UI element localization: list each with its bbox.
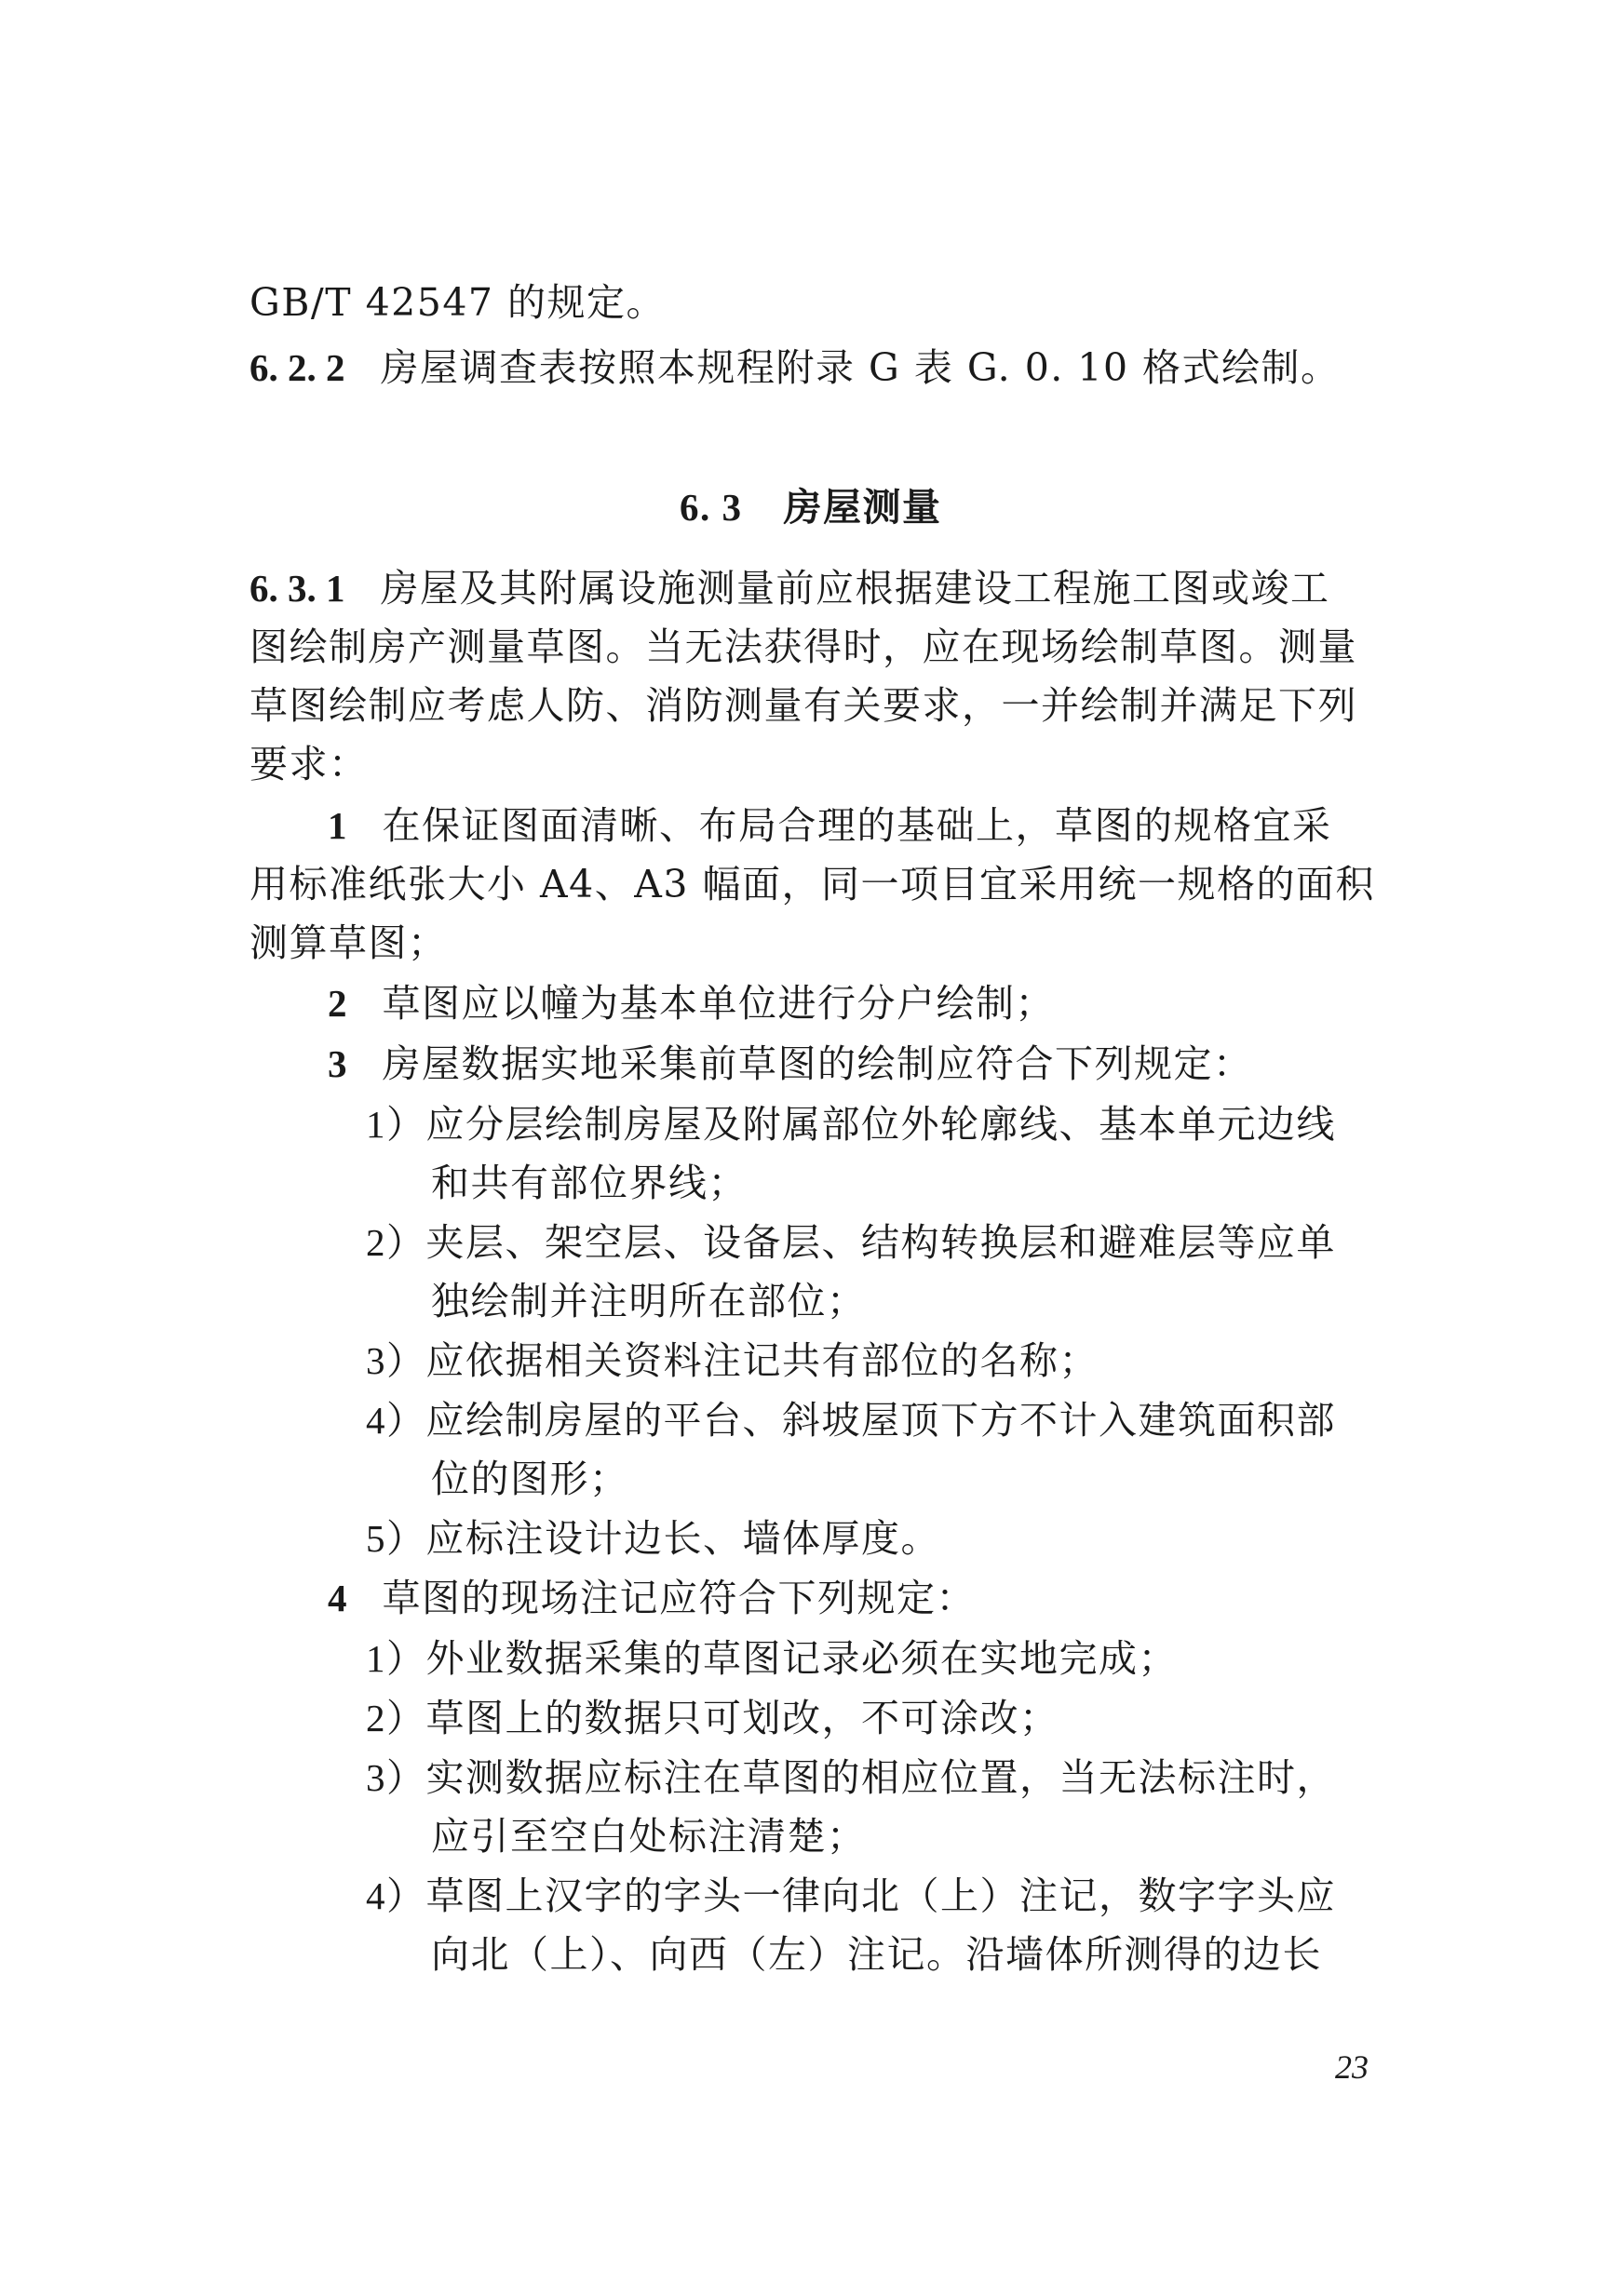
item-number: 2	[328, 982, 347, 1025]
item-2	[328, 980, 1055, 1027]
item-3-sub-4-line-2	[431, 1456, 629, 1502]
item-3-sub-3	[366, 1337, 1099, 1384]
item-text: 房屋数据实地采集前草图的绘制应符合下列规定：	[382, 1041, 1253, 1086]
sub-item-text: 应依据相关资料注记共有部位的名称；	[425, 1338, 1099, 1383]
sub-item-text: 外业数据采集的草图记录必须在实地完成；	[425, 1636, 1178, 1681]
section-heading	[680, 484, 942, 530]
clause-6-2-2	[250, 344, 1341, 391]
clause-6-3-1-line-3	[250, 682, 1357, 729]
sub-item-number: 1）	[366, 1103, 426, 1146]
sub-item-number: 3）	[366, 1339, 426, 1382]
item-4-sub-1	[366, 1635, 1178, 1682]
item-text: 用标准纸张大小 A4、A3 幅面，同一项目宜采用统一规格的面积	[250, 862, 1375, 906]
item-3-sub-2-line-1	[366, 1219, 1336, 1266]
item-4	[328, 1575, 976, 1621]
clause-6-3-1-line-2	[250, 624, 1357, 670]
item-3-sub-2-line-2	[431, 1278, 867, 1324]
sub-item-text: 独绘制并注明所在部位；	[431, 1279, 867, 1323]
sub-item-number: 2）	[366, 1221, 426, 1264]
section-number: 6. 3	[680, 486, 743, 529]
sub-item-text: 实测数据应标注在草图的相应位置，当无法标注时，	[425, 1755, 1336, 1800]
clause-text: 要求：	[250, 742, 369, 786]
item-text: 测算草图；	[250, 920, 448, 965]
item-3-sub-5	[366, 1515, 940, 1562]
sub-item-text: 应分层绘制房屋及附属部位外轮廓线、基本单元边线	[425, 1102, 1336, 1147]
item-number: 4	[328, 1577, 347, 1619]
item-3-sub-1-line-1	[366, 1101, 1336, 1148]
sub-item-number: 4）	[366, 1399, 426, 1442]
sub-item-number: 3）	[366, 1756, 426, 1799]
clause-number: 6. 2. 2	[250, 346, 345, 389]
item-1-line-1	[328, 802, 1332, 849]
item-text: 草图的现场注记应符合下列规定：	[382, 1576, 976, 1620]
sub-item-text: 位的图形；	[431, 1457, 629, 1501]
sub-item-text: 向北（上）、向西（左）注记。沿墙体所测得的边长	[431, 1932, 1322, 1977]
item-4-sub-3-line-2	[431, 1813, 867, 1860]
sub-item-text: 草图上汉字的字头一律向北（上）注记，数字字头应	[425, 1873, 1336, 1918]
item-3-sub-1-line-2	[431, 1160, 748, 1206]
sub-item-number: 2）	[366, 1697, 426, 1739]
sub-item-text: 应标注设计边长、墙体厚度。	[425, 1516, 940, 1561]
clause-text: 草图绘制应考虑人防、消防测量有关要求，一并绘制并满足下列	[250, 683, 1357, 728]
sub-item-text: 应引至空白处标注清楚；	[431, 1814, 867, 1859]
item-text: 在保证图面清晰、布局合理的基础上，草图的规格宜采	[382, 803, 1332, 848]
clause-text: 图绘制房产测量草图。当无法获得时，应在现场绘制草图。测量	[250, 624, 1357, 669]
item-1-line-2	[250, 861, 1375, 907]
clause-text: 房屋调查表按照本规程附录 G 表 G. 0. 10 格式绘制。	[380, 345, 1341, 390]
item-4-sub-4-line-1	[366, 1873, 1336, 1919]
item-1-line-3	[250, 920, 448, 966]
continuation-text: GB/T 42547 的规定。	[250, 280, 667, 325]
page-number: 23	[1335, 2048, 1369, 2086]
item-3	[328, 1041, 1253, 1087]
item-3-sub-4-line-1	[366, 1397, 1336, 1443]
item-4-sub-2	[366, 1695, 1059, 1741]
section-title: 房屋测量	[783, 485, 942, 530]
sub-item-text: 和共有部位界线；	[431, 1161, 748, 1205]
clause-6-3-1-line-4	[250, 741, 369, 787]
sub-item-text: 应绘制房屋的平台、斜坡屋顶下方不计入建筑面积部	[425, 1398, 1336, 1443]
paragraph-continuation	[250, 279, 666, 326]
sub-item-text: 夹层、架空层、设备层、结构转换层和避难层等应单	[425, 1220, 1336, 1265]
item-number: 1	[328, 804, 347, 847]
sub-item-number: 4）	[366, 1874, 426, 1917]
sub-item-number: 1）	[366, 1637, 426, 1680]
item-number: 3	[328, 1042, 347, 1085]
sub-item-number: 5）	[366, 1517, 426, 1560]
sub-item-text: 草图上的数据只可划改，不可涂改；	[425, 1696, 1059, 1740]
item-4-sub-3-line-1	[366, 1754, 1336, 1801]
clause-text: 房屋及其附属设施测量前应根据建设工程施工图或竣工	[380, 566, 1330, 611]
clause-6-3-1-line-1	[250, 565, 1330, 611]
item-4-sub-4-line-2	[431, 1931, 1322, 1978]
item-text: 草图应以幢为基本单位进行分户绘制；	[382, 981, 1055, 1026]
clause-number: 6. 3. 1	[250, 567, 345, 610]
